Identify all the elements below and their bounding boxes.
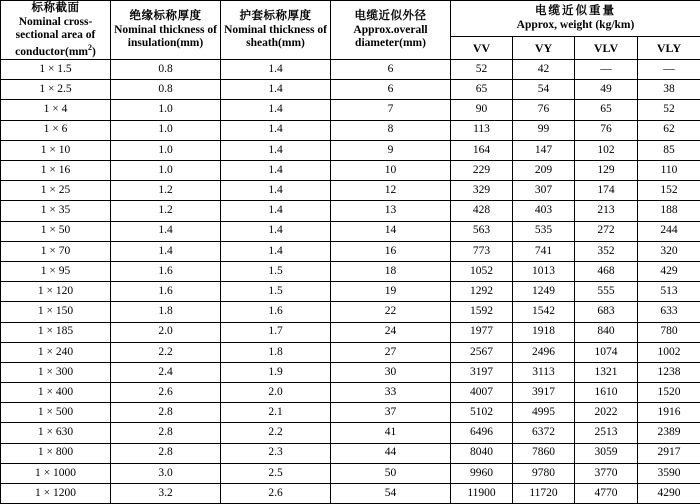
cell-sheath: 1.5 xyxy=(221,261,331,281)
cell-vlv: — xyxy=(575,60,638,80)
cell-vy: 11720 xyxy=(513,484,575,504)
cell-diameter: 41 xyxy=(331,423,451,443)
cell-size: 1 × 10 xyxy=(1,140,111,160)
cell-vlv: 3059 xyxy=(575,443,638,463)
cell-vy: 9780 xyxy=(513,463,575,483)
cell-sheath: 2.6 xyxy=(221,484,331,504)
header-overall-diameter-en: Approx.overall diameter(mm) xyxy=(331,24,450,51)
table-row xyxy=(1,120,700,140)
cell-vy: 7860 xyxy=(513,443,575,463)
cell-vy: 307 xyxy=(513,181,575,201)
cell-sheath: 1.4 xyxy=(221,80,331,100)
cell-size: 1 × 50 xyxy=(1,221,111,241)
cell-insulation: 1.8 xyxy=(111,302,221,322)
table-row xyxy=(1,80,700,100)
cell-size: 1 × 2.5 xyxy=(1,80,111,100)
cell-sheath: 1.4 xyxy=(221,161,331,181)
cell-vy: 1249 xyxy=(513,282,575,302)
cell-vy: 54 xyxy=(513,80,575,100)
cell-vy: 3113 xyxy=(513,362,575,382)
cell-vv: 329 xyxy=(451,181,513,201)
header-weight-vv: VV xyxy=(451,37,513,60)
cell-vly: 2917 xyxy=(638,443,700,463)
cell-insulation: 0.8 xyxy=(111,60,221,80)
header-approx-weight-cn: 电缆近似重量 xyxy=(451,4,700,18)
cell-vy: 1013 xyxy=(513,261,575,281)
cell-sheath: 1.6 xyxy=(221,302,331,322)
cell-diameter: 30 xyxy=(331,362,451,382)
cell-vv: 6496 xyxy=(451,423,513,443)
cell-diameter: 22 xyxy=(331,302,451,322)
cell-size: 1 × 1200 xyxy=(1,484,111,504)
cell-vy: 403 xyxy=(513,201,575,221)
cell-vy: 2496 xyxy=(513,342,575,362)
header-weight-vlv: VLV xyxy=(575,37,638,60)
header-approx-weight-en: Approx, weight (kg/km) xyxy=(451,19,700,33)
cell-size: 1 × 400 xyxy=(1,383,111,403)
cell-insulation: 1.4 xyxy=(111,241,221,261)
cell-diameter: 12 xyxy=(331,181,451,201)
cell-insulation: 2.8 xyxy=(111,443,221,463)
header-conductor-area xyxy=(1,1,111,60)
cell-vv: 11900 xyxy=(451,484,513,504)
cell-vly: 1002 xyxy=(638,342,700,362)
cell-vlv: 4770 xyxy=(575,484,638,504)
cell-vv: 1292 xyxy=(451,282,513,302)
cell-vly: 429 xyxy=(638,261,700,281)
cell-sheath: 1.4 xyxy=(221,120,331,140)
cell-vly: 2389 xyxy=(638,423,700,443)
cell-vlv: 1074 xyxy=(575,342,638,362)
cell-vv: 113 xyxy=(451,120,513,140)
cell-vlv: 65 xyxy=(575,100,638,120)
cell-vly: 633 xyxy=(638,302,700,322)
cell-vv: 1977 xyxy=(451,322,513,342)
table-row xyxy=(1,322,700,342)
cell-size: 1 × 150 xyxy=(1,302,111,322)
cell-vlv: 49 xyxy=(575,80,638,100)
table-row xyxy=(1,484,700,504)
cell-size: 1 × 70 xyxy=(1,241,111,261)
header-weight-vy: VY xyxy=(513,37,575,60)
header-sheath-thickness-en: Nominal thickness of sheath(mm) xyxy=(221,24,330,51)
cell-vlv: 174 xyxy=(575,181,638,201)
cell-vly: 780 xyxy=(638,322,700,342)
table-row xyxy=(1,161,700,181)
cell-vy: 42 xyxy=(513,60,575,80)
cell-insulation: 1.2 xyxy=(111,201,221,221)
cell-vlv: 2513 xyxy=(575,423,638,443)
cell-vlv: 1610 xyxy=(575,383,638,403)
cell-diameter: 9 xyxy=(331,140,451,160)
cell-vy: 1918 xyxy=(513,322,575,342)
table-row xyxy=(1,443,700,463)
header-insulation-thickness-cn: 绝缘标称厚度 xyxy=(111,9,220,23)
cell-vly: 188 xyxy=(638,201,700,221)
cell-vlv: 683 xyxy=(575,302,638,322)
header-sheath-thickness xyxy=(221,1,331,60)
cell-vv: 563 xyxy=(451,221,513,241)
cell-insulation: 1.0 xyxy=(111,161,221,181)
cell-sheath: 1.4 xyxy=(221,201,331,221)
cell-vlv: 76 xyxy=(575,120,638,140)
cell-vv: 773 xyxy=(451,241,513,261)
cell-vv: 1592 xyxy=(451,302,513,322)
cell-sheath: 2.5 xyxy=(221,463,331,483)
cell-diameter: 37 xyxy=(331,403,451,423)
cell-insulation: 2.2 xyxy=(111,342,221,362)
cell-diameter: 14 xyxy=(331,221,451,241)
table-row xyxy=(1,201,700,221)
table-body xyxy=(1,60,700,504)
cell-sheath: 1.4 xyxy=(221,100,331,120)
cell-diameter: 10 xyxy=(331,161,451,181)
cell-insulation: 1.2 xyxy=(111,181,221,201)
cell-insulation: 2.6 xyxy=(111,383,221,403)
cell-vlv: 102 xyxy=(575,140,638,160)
table-row xyxy=(1,60,700,80)
cell-vlv: 352 xyxy=(575,241,638,261)
cell-insulation: 1.0 xyxy=(111,100,221,120)
cell-size: 1 × 240 xyxy=(1,342,111,362)
cell-sheath: 1.5 xyxy=(221,282,331,302)
cell-vly: 85 xyxy=(638,140,700,160)
cell-insulation: 0.8 xyxy=(111,80,221,100)
cell-insulation: 2.4 xyxy=(111,362,221,382)
cell-vv: 52 xyxy=(451,60,513,80)
cell-vlv: 840 xyxy=(575,322,638,342)
header-overall-diameter xyxy=(331,1,451,60)
header-conductor-area-en: Nominal cross-sectional area of $conductor(mm^2)$ xyxy=(1,16,110,60)
cell-vv: 3197 xyxy=(451,362,513,382)
cell-insulation: 3.0 xyxy=(111,463,221,483)
cell-vv: 8040 xyxy=(451,443,513,463)
cell-vy: 1542 xyxy=(513,302,575,322)
cell-vly: 3590 xyxy=(638,463,700,483)
cell-sheath: 1.4 xyxy=(221,241,331,261)
cell-vy: 535 xyxy=(513,221,575,241)
cell-vy: 4995 xyxy=(513,403,575,423)
cell-vly: 244 xyxy=(638,221,700,241)
cell-sheath: 2.1 xyxy=(221,403,331,423)
cell-diameter: 50 xyxy=(331,463,451,483)
cell-size: 1 × 1.5 xyxy=(1,60,111,80)
cell-sheath: 1.8 xyxy=(221,342,331,362)
cell-vy: 99 xyxy=(513,120,575,140)
cell-vly: 1520 xyxy=(638,383,700,403)
cell-vlv: 555 xyxy=(575,282,638,302)
cell-insulation: 1.6 xyxy=(111,282,221,302)
cell-sheath: 1.4 xyxy=(221,221,331,241)
table-row xyxy=(1,100,700,120)
header-conductor-area-cn: 标称截面 xyxy=(1,1,110,15)
cell-diameter: 7 xyxy=(331,100,451,120)
cell-vly: 152 xyxy=(638,181,700,201)
cell-vly: — xyxy=(638,60,700,80)
cell-vly: 52 xyxy=(638,100,700,120)
cell-diameter: 44 xyxy=(331,443,451,463)
cell-diameter: 24 xyxy=(331,322,451,342)
table-row xyxy=(1,181,700,201)
table-row xyxy=(1,423,700,443)
cell-vlv: 129 xyxy=(575,161,638,181)
cell-sheath: 1.4 xyxy=(221,60,331,80)
header-insulation-thickness xyxy=(111,1,221,60)
cell-size: 1 × 16 xyxy=(1,161,111,181)
cell-size: 1 × 95 xyxy=(1,261,111,281)
header-sheath-thickness-cn: 护套标称厚度 xyxy=(221,9,330,23)
cell-vlv: 3770 xyxy=(575,463,638,483)
cell-size: 1 × 185 xyxy=(1,322,111,342)
table-row xyxy=(1,463,700,483)
cell-vy: 76 xyxy=(513,100,575,120)
cell-size: 1 × 630 xyxy=(1,423,111,443)
cell-diameter: 33 xyxy=(331,383,451,403)
cell-sheath: 1.4 xyxy=(221,140,331,160)
cell-vlv: 213 xyxy=(575,201,638,221)
cell-insulation: 2.8 xyxy=(111,403,221,423)
cell-diameter: 54 xyxy=(331,484,451,504)
cell-vly: 513 xyxy=(638,282,700,302)
cell-diameter: 18 xyxy=(331,261,451,281)
cell-diameter: 16 xyxy=(331,241,451,261)
cell-diameter: 6 xyxy=(331,80,451,100)
cell-insulation: 1.4 xyxy=(111,221,221,241)
cell-vy: 147 xyxy=(513,140,575,160)
cell-vly: 1238 xyxy=(638,362,700,382)
header-weight-vly: VLY xyxy=(638,37,700,60)
header-overall-diameter-cn: 电缆近似外径 xyxy=(331,9,450,23)
cell-diameter: 8 xyxy=(331,120,451,140)
cell-size: 1 × 6 xyxy=(1,120,111,140)
table-row xyxy=(1,140,700,160)
cell-vlv: 1321 xyxy=(575,362,638,382)
cell-vly: 110 xyxy=(638,161,700,181)
cell-size: 1 × 800 xyxy=(1,443,111,463)
cell-vy: 3917 xyxy=(513,383,575,403)
cell-sheath: 1.9 xyxy=(221,362,331,382)
cell-insulation: 2.0 xyxy=(111,322,221,342)
cell-size: 1 × 25 xyxy=(1,181,111,201)
cell-sheath: 1.4 xyxy=(221,181,331,201)
cell-diameter: 19 xyxy=(331,282,451,302)
cell-vv: 5102 xyxy=(451,403,513,423)
cell-vy: 209 xyxy=(513,161,575,181)
table-row xyxy=(1,362,700,382)
cell-vly: 62 xyxy=(638,120,700,140)
header-approx-weight xyxy=(451,1,700,37)
cell-diameter: 27 xyxy=(331,342,451,362)
cell-vy: 6372 xyxy=(513,423,575,443)
cell-vly: 320 xyxy=(638,241,700,261)
cell-vlv: 468 xyxy=(575,261,638,281)
cell-vly: 1916 xyxy=(638,403,700,423)
cell-vv: 229 xyxy=(451,161,513,181)
cell-sheath: 2.2 xyxy=(221,423,331,443)
cell-insulation: 3.2 xyxy=(111,484,221,504)
cell-vv: 428 xyxy=(451,201,513,221)
table-row xyxy=(1,342,700,362)
cell-vlv: 272 xyxy=(575,221,638,241)
table-row xyxy=(1,403,700,423)
cell-size: 1 × 300 xyxy=(1,362,111,382)
cell-size: 1 × 4 xyxy=(1,100,111,120)
cell-size: 1 × 1000 xyxy=(1,463,111,483)
cell-sheath: 2.3 xyxy=(221,443,331,463)
header-insulation-thickness-en: Nominal thickness of insulation(mm) xyxy=(111,24,220,51)
table-header-row-top xyxy=(1,1,700,37)
cell-vv: 2567 xyxy=(451,342,513,362)
cell-vly: 4290 xyxy=(638,484,700,504)
cell-diameter: 13 xyxy=(331,201,451,221)
cell-vv: 90 xyxy=(451,100,513,120)
cell-diameter: 6 xyxy=(331,60,451,80)
cell-vly: 38 xyxy=(638,80,700,100)
cell-insulation: 1.0 xyxy=(111,140,221,160)
table-row xyxy=(1,221,700,241)
cell-vy: 741 xyxy=(513,241,575,261)
cell-size: 1 × 120 xyxy=(1,282,111,302)
cell-insulation: 2.8 xyxy=(111,423,221,443)
table-row xyxy=(1,241,700,261)
cell-vv: 4007 xyxy=(451,383,513,403)
table-row xyxy=(1,282,700,302)
table-row xyxy=(1,302,700,322)
cell-sheath: 1.7 xyxy=(221,322,331,342)
table-row xyxy=(1,383,700,403)
cell-insulation: 1.6 xyxy=(111,261,221,281)
cell-size: 1 × 35 xyxy=(1,201,111,221)
cell-vv: 9960 xyxy=(451,463,513,483)
cell-vv: 164 xyxy=(451,140,513,160)
cell-insulation: 1.0 xyxy=(111,120,221,140)
cell-size: 1 × 500 xyxy=(1,403,111,423)
cell-vlv: 2022 xyxy=(575,403,638,423)
cell-vv: 65 xyxy=(451,80,513,100)
cell-vv: 1052 xyxy=(451,261,513,281)
table-row xyxy=(1,261,700,281)
cell-sheath: 2.0 xyxy=(221,383,331,403)
